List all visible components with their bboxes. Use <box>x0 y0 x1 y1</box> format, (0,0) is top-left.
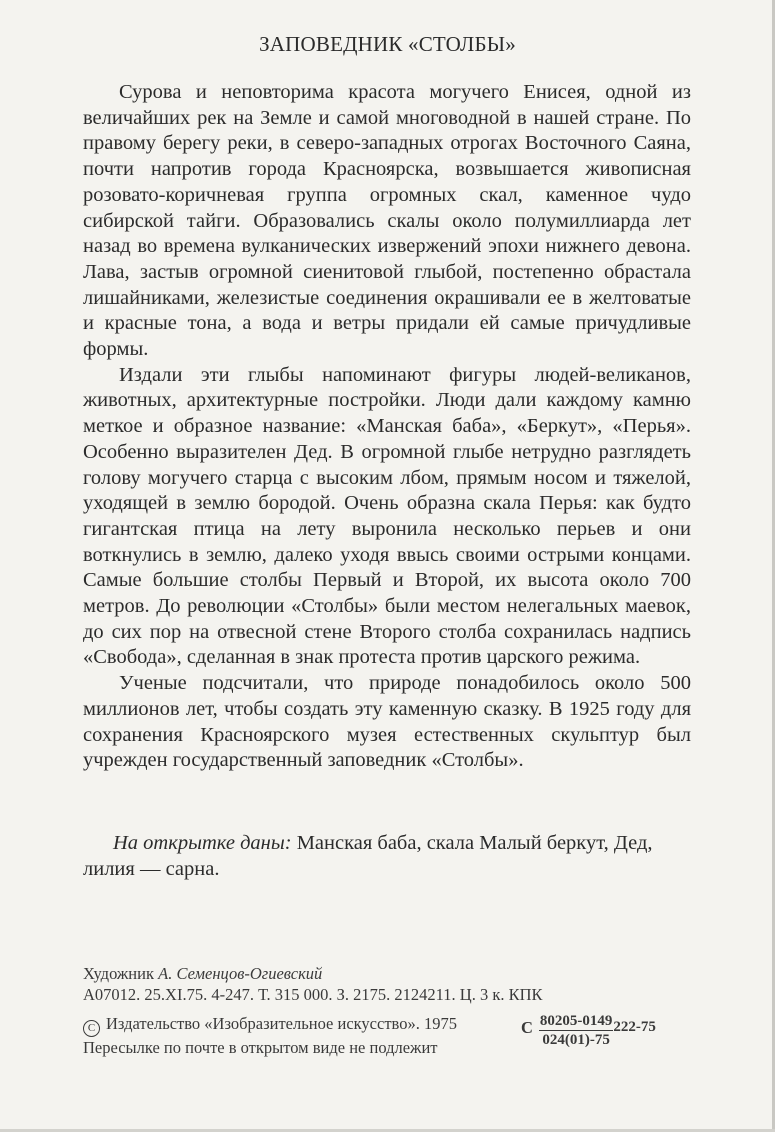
price-numerator: 80205-0149 <box>539 1013 613 1029</box>
artist-line <box>83 963 703 984</box>
artist-name: А. Семенцов-Огиевский <box>158 964 323 983</box>
price-fraction <box>539 1013 614 1050</box>
publisher-text: Издательство «Изобразительное искусство». 1975 <box>106 1014 457 1033</box>
price-suffix: 222-75 <box>613 1019 656 1035</box>
price-code <box>521 1013 656 1050</box>
artist-label: Художник <box>83 964 159 983</box>
print-codes: А07012. 25.XI.75. 4-247. Т. 315 000. З. 2175. 2124211. Ц. 3 к. КПК <box>83 985 543 1004</box>
page-title: ЗАПОВЕДНИК «СТОЛБЫ» <box>259 32 516 56</box>
paragraph-3: Ученые подсчитали, что природе понадобилось около 500 миллионов лет, чтобы создать эту каменную сказку. В 1925 году для сохранения Красноярского музея естественных скульптур был учрежден государственный заповедник «Столбы». <box>83 672 691 772</box>
imprint-block <box>83 963 703 1058</box>
postcard-caption <box>83 830 691 882</box>
paragraph-1: Сурова и неповторима красота могучего Енисея, одной из величайших рек на Земле и самой многоводной в нашей стране. По правому берегу реки, в северо-западных отрогах Восточного Саяна, почти напротив города Красноярска, возвышается живописная розовато-коричневая группа огромных скал, каменное чудо сибирской тайги. Образовались скалы около полумиллиарда лет назад во времена вулканических извержений эпохи нижнего девона. Лава, застыв огромной сиенитовой глыбой, постепенно обрастала лишайниками, железистые соединения окрашивали ее в желтоватые и красные тона, а вода и ветры придали ей самые причудливые формы. <box>83 81 691 361</box>
paragraph-2: Издали эти глыбы напоминают фигуры людей-великанов, животных, архитектурные постройки. Люди дали каждому камню меткое и образное название: «Манская баба», «Беркут», «Перья». Особенно выразителен Дед. В огромной глыбе нетрудно разглядеть голову могучего старца с высоким лбом, прямым носом и тяжелой, уходящей в землю бородой. Очень образна скала Перья: как будто гигантская птица на лету выронила несколько перьев и они воткнулись в землю, далеко уходя ввысь своими острыми концами. Самые большие столбы Первый и Второй, их высота около 700 метров. До революции «Столбы» были местом нелегальных маевок, до сих пор на отвесной стене Второго столба сохранилась надпись «Свобода», сделанная в знак протеста против царского режима. <box>83 363 691 669</box>
copyright-icon: C <box>83 1020 100 1037</box>
body-text <box>83 80 691 774</box>
price-denominator: 024(01)-75 <box>542 1032 610 1048</box>
caption-text: Манская баба, скала Малый беркут, Дед, лилия — сарна. <box>83 832 653 880</box>
caption-lead: На открытке даны: <box>113 832 292 854</box>
price-letter: С <box>521 1018 533 1037</box>
postal-note: Пересылке по почте в открытом виде не подлежит <box>83 1038 438 1057</box>
